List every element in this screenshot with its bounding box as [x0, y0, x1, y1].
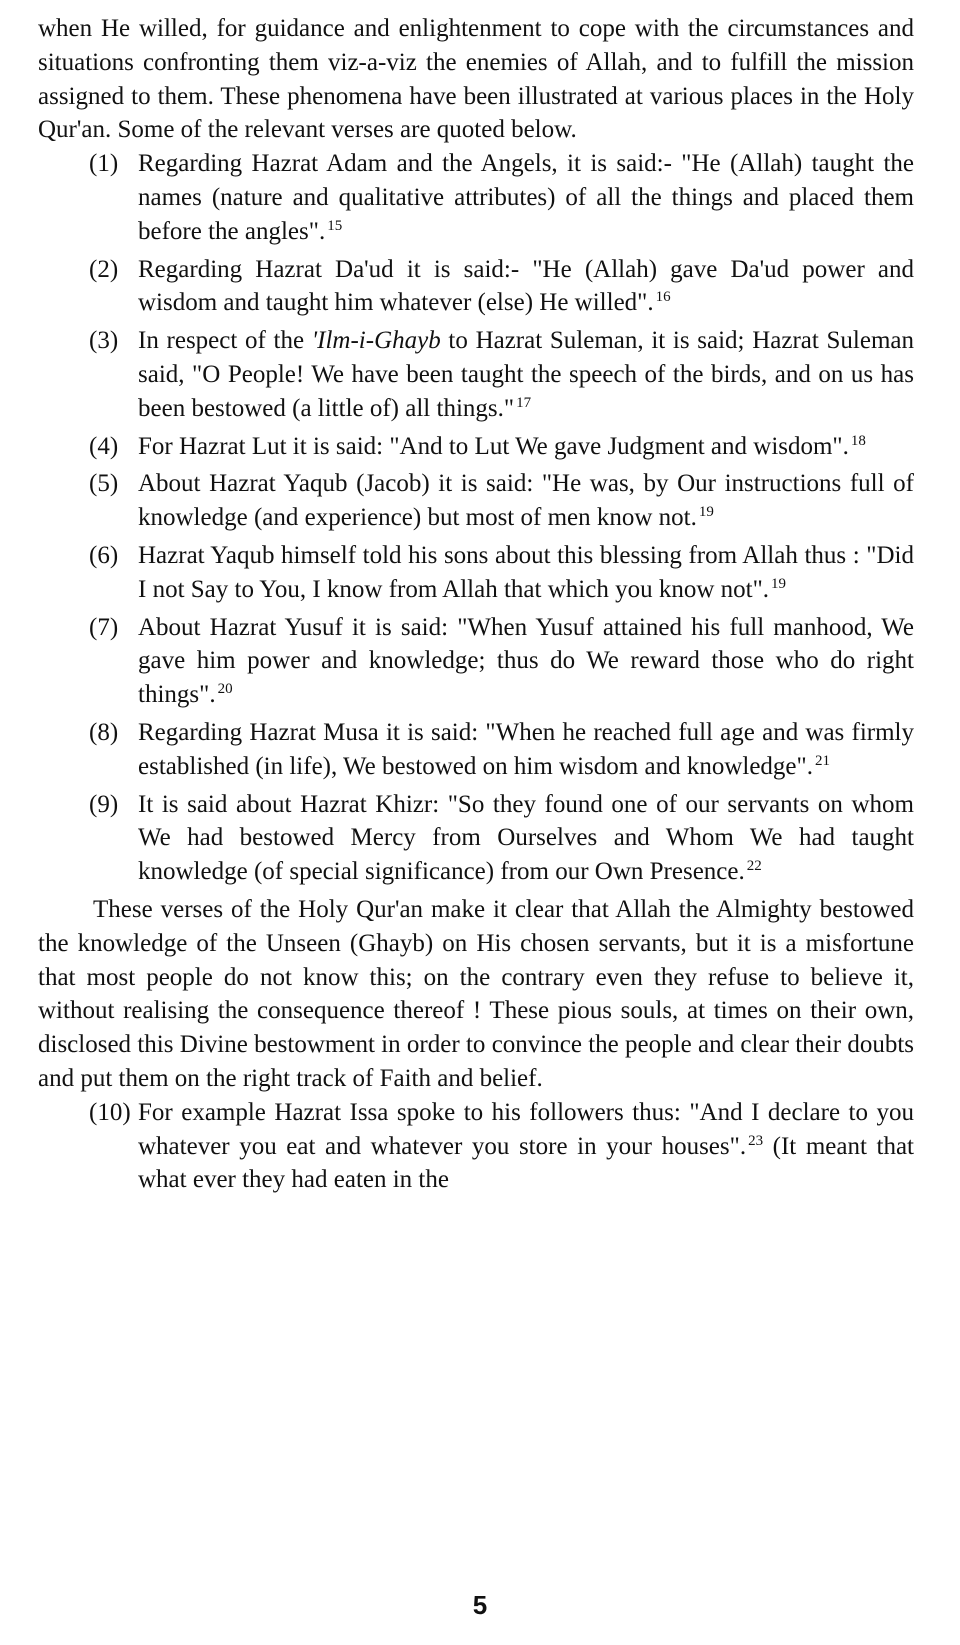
- verse-item: [38, 716, 914, 784]
- page-number: 5: [472, 1590, 488, 1620]
- verse-item: [38, 539, 914, 607]
- verse-text-lead: In respect of the: [138, 327, 312, 355]
- verse-item: [38, 324, 914, 425]
- verse-item: [38, 788, 914, 889]
- verse-item: [38, 467, 914, 535]
- middle-paragraph: These verses of the Holy Qur'an make it clear that Allah the Almighty bestowed the knowledge of the Unseen (Ghayb) on His chosen servants, but it is a misfortune that most people do not know this; on the contrary even they refuse to believe it, without realising the consequence thereof ! These pious souls, at times on their own, disclosed this Divine bestowment in order to convince the people and clear their doubts and put them on the right track of Faith and belief.: [38, 895, 914, 1092]
- verse-item: [38, 253, 914, 321]
- verse-text: It is said about Hazrat Khizr: "So they found one of our servants on whom We had bestowed Mercy from Ourselves and Whom We had taught knowledge (of special significance) from our Own Presence.: [138, 790, 914, 886]
- verse-item: [38, 430, 914, 464]
- verse-number: (3): [89, 327, 119, 355]
- verse-number: (7): [89, 613, 119, 641]
- footnote-ref: 19: [771, 575, 787, 592]
- footnote-ref: 21: [814, 752, 830, 769]
- footnote-ref: 20: [217, 681, 233, 698]
- footnote-ref: 19: [698, 504, 714, 521]
- verse-list: [38, 147, 914, 889]
- verse-number: (9): [89, 790, 119, 818]
- verse-text: Regarding Hazrat Adam and the Angels, it is said:- "He (Allah) taught the names (nature and qualitative attributes) of all the things and placed them before the angles".: [138, 150, 914, 245]
- verse-number: (1): [89, 150, 119, 178]
- verse-number: (2): [89, 255, 119, 283]
- verse-text: For Hazrat Lut it is said: "And to Lut We gave Judgment and wisdom".: [138, 432, 849, 460]
- verse-text: Regarding Hazrat Da'ud it is said:- "He (Allah) gave Da'ud power and wisdom and taught him whatever (else) He willed".: [138, 255, 914, 317]
- verse-text: Hazrat Yaqub himself told his sons about this blessing from Allah thus : "Did I not Say to You, I know from Allah that which you know not".: [138, 541, 914, 603]
- verse-term-italic: 'Ilm-i-Ghayb: [311, 327, 441, 355]
- verse-text: to Hazrat Suleman, it is said; Hazrat Suleman said, "O People! We have been taught the speech of the birds, and on us has been bestowed (a little of) all things.": [138, 327, 915, 422]
- footnote-ref: 22: [746, 858, 762, 875]
- verse-number: (5): [89, 470, 119, 498]
- footnote-ref: 15: [327, 217, 343, 234]
- verse-list-continued: [38, 1096, 914, 1197]
- verse-text: For example Hazrat Issa spoke to his followers thus: "And I declare to you whatever you eat and whatever you store in your houses".: [138, 1098, 914, 1160]
- verse-item: [38, 611, 914, 712]
- intro-paragraph: when He willed, for guidance and enlightenment to cope with the circumstances and situations confronting them viz-a-viz the enemies of Allah, and to fulfill the mission assigned to them. These phenomena have been illustrated at various places in the Holy Qur'an. Some of the relevant verses are quoted below.: [38, 15, 914, 144]
- verse-text: Regarding Hazrat Musa it is said: "When he reached full age and was firmly established (in life), We bestowed on him wisdom and knowledge".: [138, 718, 914, 780]
- verse-item: [38, 1096, 914, 1197]
- verse-number: (8): [89, 718, 119, 746]
- footnote-ref: 23: [748, 1132, 764, 1149]
- verse-item: [38, 147, 914, 248]
- verse-number: (4): [89, 432, 119, 460]
- page-body: [38, 12, 914, 1201]
- verse-text: About Hazrat Yaqub (Jacob) it is said: "He was, by Our instructions full of knowledge (and experience) but most of men know not.: [138, 470, 914, 532]
- verse-text-continued: (It meant that what ever they had eaten in the: [138, 1132, 914, 1194]
- footnote-ref: 17: [516, 394, 532, 411]
- verse-text: About Hazrat Yusuf it is said: "When Yusuf attained his full manhood, We gave him power and knowledge; thus do We reward those who do right things".: [138, 613, 914, 709]
- verse-number: (6): [89, 541, 119, 569]
- verse-number: (10): [89, 1098, 131, 1126]
- footnote-ref: 18: [850, 432, 866, 449]
- footnote-ref: 16: [655, 289, 671, 306]
